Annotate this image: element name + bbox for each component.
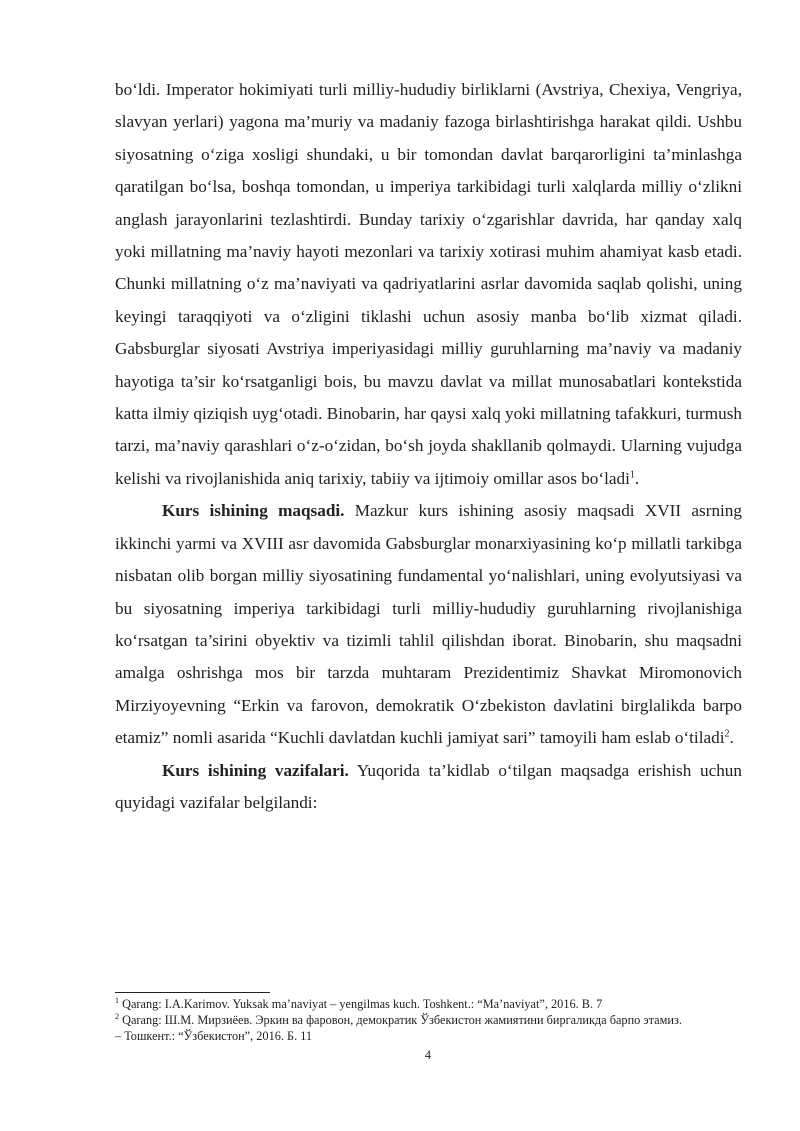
heading-tasks: Kurs ishining vazifalari. [162, 760, 349, 780]
footnote-ref-2: 2 [724, 728, 730, 740]
paragraph-tasks: Kurs ishining vazifalari. Yuqorida ta’kidlab o‘tilgan maqsadga erishish uchun quyidagi vazifalar belgilandi: [115, 760, 742, 812]
footnote-ref-1: 1 [629, 469, 635, 481]
footnote-separator [115, 992, 270, 993]
page-number: 4 [424, 1048, 432, 1062]
footnote-2-continuation: – Тошкент.: “Ўзбекистон”, 2016. Б. 11 [115, 1029, 313, 1043]
footnote-2: $^2$ Qarang: Ш.М. Мирзиёев. Эркин ва фаровон, демократик Ўзбекистон жамиятини биргаликда барпо этамиз. [115, 1011, 682, 1027]
footnotes [115, 996, 755, 1044]
footnote-1: $^1$ Qarang: I.A.Karimov. Yuksak ma’naviyat – yengilmas kuch. Toshkent.: “Ma’naviyat”, 2016. B. 7 [115, 995, 603, 1011]
paragraph-1: bo‘ldi. Imperator hokimiyati turli milliy-hududiy birliklarni (Avstriya, Chexiya, Vengriya, slavyan yerlari) yagona ma’muriy va madaniy fazoga birlashtirishga harakat qildi. Ushbu siyosatning o‘ziga xosligi shundaki, u bir tomondan davlat barqarorligini ta’minlashga qaratilgan bo‘lsa, boshqa tomondan, u imperiya tarkibidagi turli xalqlarda milliy o‘zlikni anglash jarayonlarini tezlashtirdi. Bunday tarixiy o‘zgarishlar davrida, har qanday xalq yoki millatning ma’naviy hayoti mezonlari va tarixiy xotirasi muhim ahamiyat kasb etadi. Chunki millatning o‘z ma’naviyati va qadriyatlarini asrlar davomida saqlab qolishi, uning keyingi taraqqiyoti va o‘zligini tiklashi uchun asosiy manba bo‘lib xizmat qiladi. Gabsburglar siyosati Avstriya imperiyasidagi milliy guruhlarning ma’naviy va madaniy hayotiga ta’sir ko‘rsatganligi bois, bu mavzu davlat va millat munosabatlari kontekstida katta ilmiy qiziqish uyg‘otadi. Binobarin, har qaysi xalq yoki millatning tafakkuri, turmush tarzi, ma’naviy qarashlari o‘z-o‘zidan, bo‘sh joyda shakllanib qolmaydi. Ularning vujudga kelishi va rivojlanishida aniq tarixiy, tabiiy va ijtimoiy omillar asos bo‘ladi$^1$. [115, 80, 742, 488]
heading-goal: Kurs ishining maqsadi. [162, 501, 345, 521]
body-text [115, 74, 742, 819]
paragraph-goal: Kurs ishining maqsadi. Mazkur kurs ishining asosiy maqsadi XVII asrning ikkinchi yarmi va XVIII asr davomida Gabsburglar monarxiyasining ko‘p millatli tarkibga nisbatan olib borgan milliy siyosatining fundamental yo‘nalishlari, uning evolyutsiyasi va bu siyosatning imperiya tarkibidagi turli milliy-hududiy guruhlarning rivojlanishiga ko‘rsatgan ta’sirini obyektiv va tizimli tahlil qilishdan iborat. Binobarin, shu maqsadni amalga oshrishga mos bir tarzda muhtaram Prezidentimiz Shavkat Miromonovich Mirziyoyevning “Erkin va farovon, demokratik O‘zbekiston davlatini birglalikda barpo etamiz” nomli asarida “Kuchli davlatdan kuchli jamiyat sari” tamoyili ham eslab o‘tiladi$^2$. [115, 501, 742, 748]
